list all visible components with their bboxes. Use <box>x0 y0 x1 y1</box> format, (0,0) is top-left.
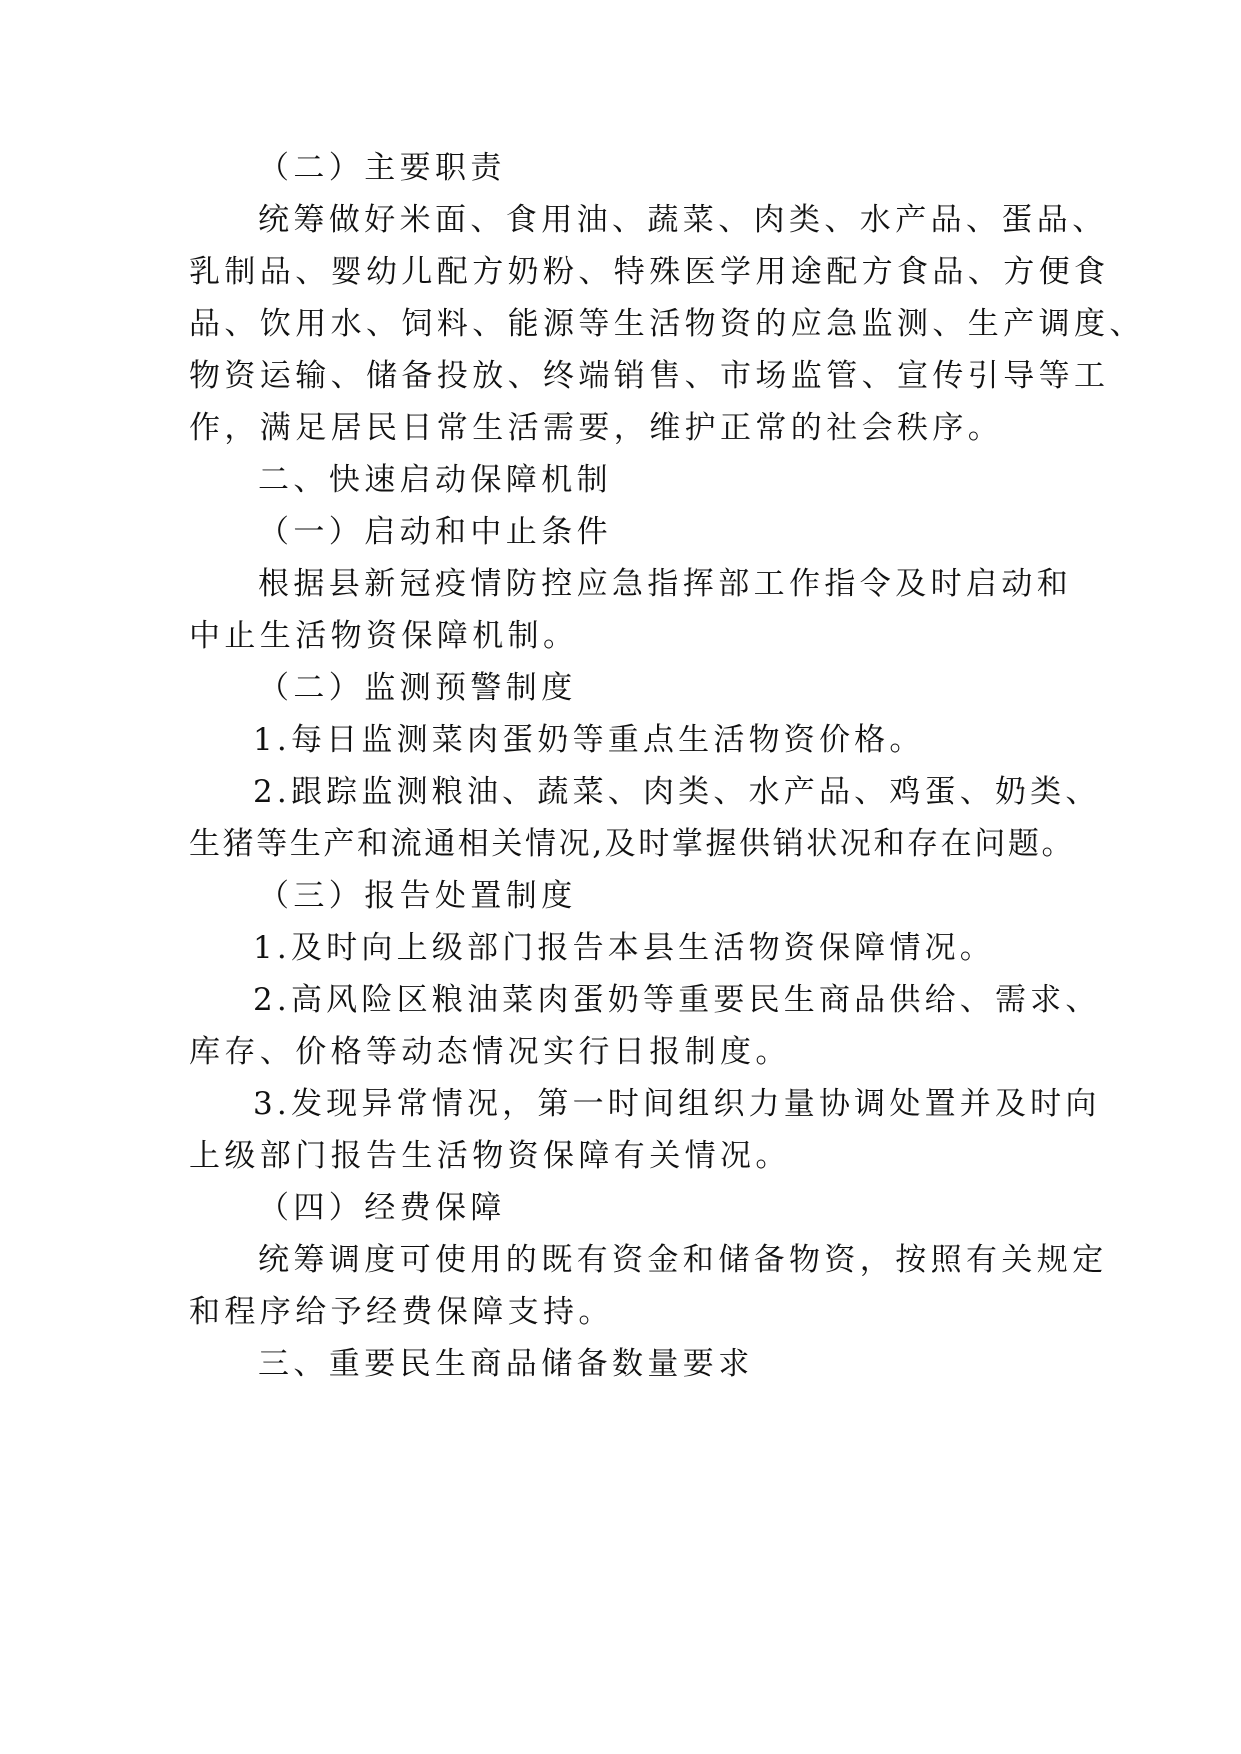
paragraph-line: 乳制品、婴幼儿配方奶粉、特殊医学用途配方食品、方便食 <box>189 254 1110 290</box>
section-heading-funding: （四）经费保障 <box>258 1190 506 1226</box>
numbered-item: 3.发现异常情况，第一时间组织力量协调处置并及时向 <box>253 1086 1101 1122</box>
section-heading-main-duties: （二）主要职责 <box>258 150 506 186</box>
paragraph-line: 统筹调度可使用的既有资金和储备物资，按照有关规定 <box>258 1242 1108 1278</box>
paragraph-line: 生猪等生产和流通相关情况,及时掌握供销状况和存在问题。 <box>189 826 1076 862</box>
numbered-item: 2.跟踪监测粮油、蔬菜、肉类、水产品、鸡蛋、奶类、 <box>253 774 1101 810</box>
paragraph-line: 根据县新冠疫情防控应急指挥部工作指令及时启动和 <box>258 566 1073 602</box>
paragraph-line: 上级部门报告生活物资保障有关情况。 <box>189 1138 791 1174</box>
numbered-item: 1.及时向上级部门报告本县生活物资保障情况。 <box>253 930 995 966</box>
numbered-item: 1.每日监测菜肉蛋奶等重点生活物资价格。 <box>253 722 925 758</box>
section-heading-monitoring: （二）监测预警制度 <box>258 670 577 706</box>
paragraph-line: 作，满足居民日常生活需要，维护正常的社会秩序。 <box>189 410 1004 446</box>
section-heading-reporting: （三）报告处置制度 <box>258 878 577 914</box>
numbered-item: 2.高风险区粮油菜肉蛋奶等重要民生商品供给、需求、 <box>253 982 1101 1018</box>
paragraph-line: 库存、价格等动态情况实行日报制度。 <box>189 1034 791 1070</box>
paragraph-line: 中止生活物资保障机制。 <box>189 618 579 654</box>
chapter-heading-reserves: 三、重要民生商品储备数量要求 <box>258 1346 754 1382</box>
paragraph-line: 物资运输、储备投放、终端销售、市场监管、宣传引导等工 <box>189 358 1110 394</box>
paragraph-line: 统筹做好米面、食用油、蔬菜、肉类、水产品、蛋品、 <box>258 202 1108 238</box>
section-heading-conditions: （一）启动和中止条件 <box>258 514 612 550</box>
paragraph-line: 和程序给予经费保障支持。 <box>189 1294 614 1330</box>
paragraph-line: 品、饮用水、饲料、能源等生活物资的应急监测、生产调度、 <box>189 306 1145 342</box>
chapter-heading-mechanism: 二、快速启动保障机制 <box>258 462 612 498</box>
